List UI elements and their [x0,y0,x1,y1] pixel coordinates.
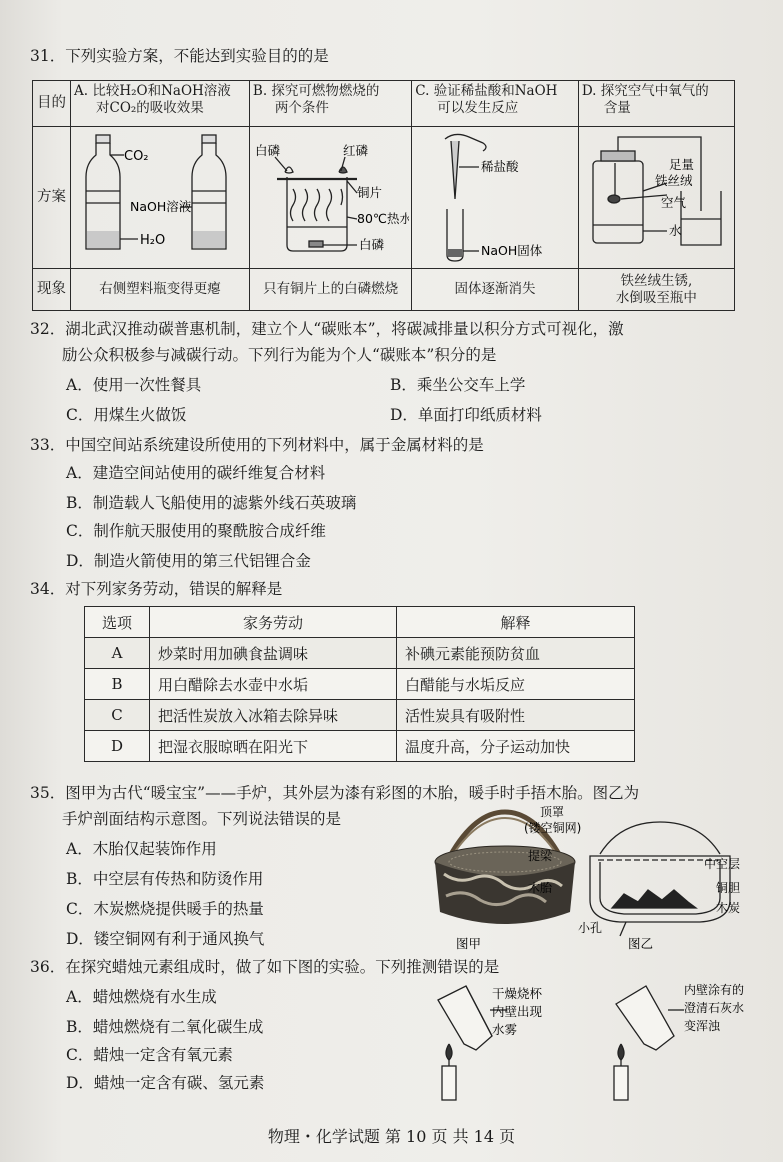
q32-stem-line1: 32．湖北武汉推动碳普惠机制，建立个人“碳账本”，将碳减排量以积分方式可视化，激 [30,320,624,338]
row-chore: 炒菜时用加碘食盐调味 [150,638,397,669]
oxygen-diagram [581,127,731,263]
note-left-3: 水雾 [492,1022,518,1037]
hand-warmer-figure [420,804,750,952]
q33-option-c: C．制作航天服使用的聚酰胺合成纤维 [66,522,326,540]
candle-figure [430,980,770,1104]
q31-d-phenomenon: 铁丝绒生锈, 水倒吸至瓶中 [578,269,734,311]
label-fig-b: 图乙 [628,936,654,951]
label-naoh-solid: NaOH固体 [481,243,543,258]
header-option: 选项 [85,607,150,638]
table-row [85,700,635,731]
note-right-2: 澄清石灰水 [684,1001,745,1015]
q31-a-diagram [71,127,250,269]
label-handle: 提梁 [528,849,553,863]
label-wood-body: 木胎 [528,881,553,895]
label-enough: 足量 [669,157,695,172]
table-row [85,669,635,700]
row-explanation: 活性炭具有吸附性 [397,700,635,731]
row-label-purpose: 目的 [33,81,71,127]
q33-stem: 33．中国空间站系统建设所使用的下列材料中，属于金属材料的是 [30,436,484,454]
q31-stem: 31．下列实验方案，不能达到实验目的的是 [30,47,329,65]
row-chore: 把活性炭放入冰箱去除异味 [150,700,397,731]
q31-d-diagram [578,127,734,269]
q36-option-d: D．蜡烛一定含有碳、氢元素 [66,1074,265,1092]
table-header-row [85,607,635,638]
q35-option-d: D．镂空铜网有利于通风换气 [66,930,265,948]
label-steel-wool: 铁丝绒 [655,173,693,188]
q36-option-a: A．蜡烛燃烧有水生成 [66,988,217,1006]
row-explanation: 温度升高，分子运动加快 [397,731,635,762]
label-naoh-solution: NaOH溶液 [129,199,192,214]
q35-stem-line2: 手炉剖面结构示意图。下列说法错误的是 [62,810,342,828]
q34-table [84,606,635,762]
label-air: 空气 [661,195,687,210]
note-right-3: 变浑浊 [684,1019,721,1033]
page-footer: 物理・化学试题 第 10 页 共 14 页 [267,1127,516,1146]
q33-option-d: D．制造火箭使用的第三代铝锂合金 [66,552,311,570]
q31-a-phenomenon: 右侧塑料瓶变得更瘪 [71,269,250,311]
q36-option-c: C．蜡烛一定含有氧元素 [66,1046,233,1064]
label-charcoal: 木炭 [716,901,741,915]
note-left-2: 内壁出现 [492,1004,543,1019]
q32-option-c: C．用煤生火做饭 [66,406,187,424]
q31-a-purpose: A. 比较H₂O和NaOH溶液 对CO₂的吸收效果 [71,81,250,127]
label-co2: CO₂ [123,149,149,164]
label-red-p: 红磷 [342,143,368,158]
q36-option-b: B．蜡烛燃烧有二氧化碳生成 [66,1018,264,1036]
label-fig-a: 图甲 [456,936,482,951]
row-chore: 用白醋除去水壶中水垢 [150,669,397,700]
hand-warmer-section [590,822,730,936]
acid-base-diagram [415,127,575,263]
q31-d-purpose: D. 探究空气中氧气的 含量 [578,81,734,127]
row-explanation: 白醋能与水垢反应 [397,669,635,700]
row-label-plan: 方案 [33,127,71,269]
q31-table [32,80,735,311]
header-explanation: 解释 [397,607,635,638]
header-chore: 家务劳动 [150,607,397,638]
q33-option-a: A．建造空间站使用的碳纤维复合材料 [66,464,326,482]
label-top-cover-mesh: (镂空铜网) [524,821,582,835]
row-option: D [85,731,150,762]
note-right-1: 内壁涂有的 [684,983,745,997]
q31-c-purpose: C. 验证稀盐酸和NaOH 可以发生反应 [412,81,579,127]
q34-stem: 34．对下列家务劳动，错误的解释是 [30,580,283,598]
q33-option-b: B．制造载人飞船使用的滤紫外线石英玻璃 [66,494,357,512]
combustion-diagram [253,127,409,263]
row-label-phenomenon: 现象 [33,269,71,311]
label-hcl: 稀盐酸 [481,159,519,174]
q32-stem-line2: 励公众积极参与减碳行动。下列行为能为个人“碳账本”积分的是 [62,346,497,364]
q31-b-phenomenon: 只有铜片上的白磷燃烧 [249,269,411,311]
q31-b-purpose: B. 探究可燃物燃烧的 两个条件 [249,81,411,127]
row-explanation: 补碘元素能预防贫血 [397,638,635,669]
q36-stem: 36．在探究蜡烛元素组成时，做了如下图的实验。下列推测错误的是 [30,958,500,976]
q32-option-a: A．使用一次性餐具 [66,376,202,394]
q31-b-diagram [249,127,411,269]
row-option: A [85,638,150,669]
row-option: B [85,669,150,700]
label-top-cover: 顶罩 [540,805,565,819]
q35-option-c: C．木炭燃烧提供暖手的热量 [66,900,264,918]
q31-c-diagram [412,127,579,269]
q32-option-d: D．单面打印纸质材料 [390,406,542,424]
label-copper-liner: 铜胆 [716,881,741,895]
row-option: C [85,700,150,731]
q32-option-b: B．乘坐公交车上学 [390,376,526,394]
label-hollow-layer: 中空层 [704,857,741,871]
bottles-diagram [74,127,246,263]
label-h2o: H₂O [139,233,166,248]
label-small-hole: 小孔 [578,921,603,935]
q31-c-phenomenon: 固体逐渐消失 [412,269,579,311]
table-row [85,638,635,669]
q35-option-b: B．中空层有传热和防烫作用 [66,870,264,888]
q35-option-a: A．木胎仅起装饰作用 [66,840,217,858]
table-row [85,731,635,762]
label-copper: 铜片 [356,185,382,200]
q35-stem-line1: 35．图甲为古代“暖宝宝”——手炉，其外层为漆有彩图的木胎，暖手时手捂木胎。图乙为 [30,784,640,802]
label-water: 水 [669,223,682,238]
label-hot-water: 80℃热水 [356,211,409,226]
label-white-p-2: 白磷 [358,237,384,252]
row-chore: 把湿衣服晾晒在阳光下 [150,731,397,762]
label-white-p-1: 白磷 [254,143,280,158]
note-left-1: 干燥烧杯 [492,986,543,1001]
